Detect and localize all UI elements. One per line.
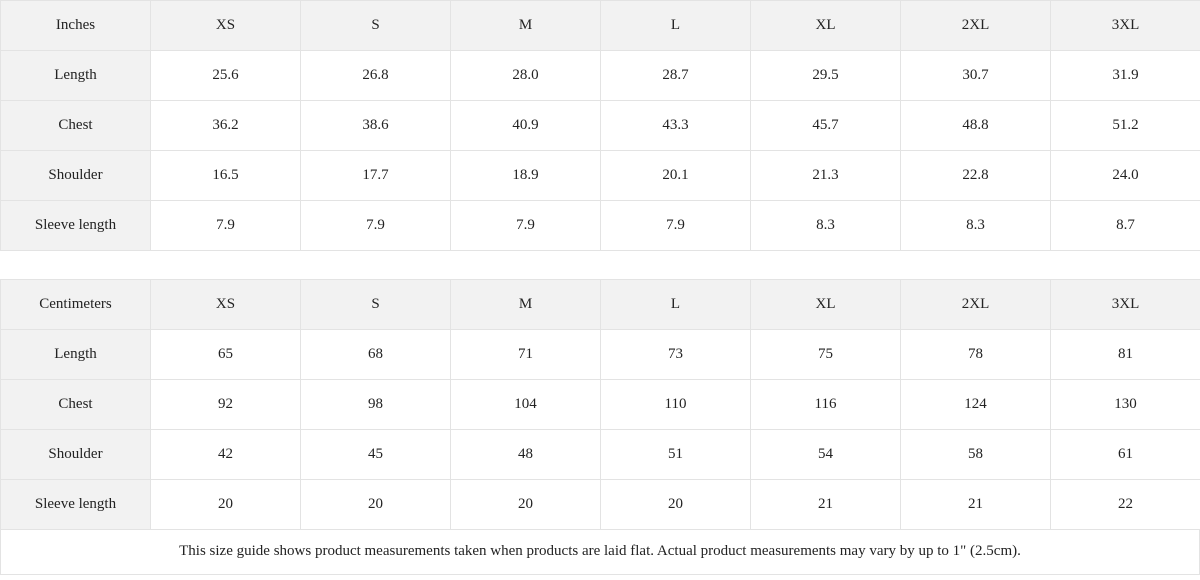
- size-header-xs: XS: [151, 1, 301, 51]
- row-label-chest: Chest: [1, 380, 151, 430]
- cell-value: 92: [151, 380, 301, 430]
- row-label-shoulder: Shoulder: [1, 151, 151, 201]
- cell-value: 124: [901, 380, 1051, 430]
- cell-value: 28.0: [451, 51, 601, 101]
- cell-value: 110: [601, 380, 751, 430]
- cell-value: 29.5: [751, 51, 901, 101]
- cell-value: 71: [451, 330, 601, 380]
- table-row: [1, 280, 1200, 330]
- cell-value: 21.3: [751, 151, 901, 201]
- cell-value: 45: [301, 430, 451, 480]
- table-row: [1, 101, 1200, 151]
- table-row: [1, 430, 1200, 480]
- cell-value: 20: [151, 480, 301, 530]
- size-header-m: M: [451, 1, 601, 51]
- row-label-sleeve-length: Sleeve length: [1, 480, 151, 530]
- table-header-centimeters: [1, 280, 1200, 330]
- table-spacer: [0, 251, 1200, 279]
- cell-value: 48: [451, 430, 601, 480]
- cell-value: 7.9: [451, 201, 601, 251]
- table-row: [1, 201, 1200, 251]
- cell-value: 81: [1051, 330, 1200, 380]
- cell-value: 48.8: [901, 101, 1051, 151]
- unit-label-inches: Inches: [1, 1, 151, 51]
- cell-value: 45.7: [751, 101, 901, 151]
- cell-value: 98: [301, 380, 451, 430]
- cell-value: 73: [601, 330, 751, 380]
- size-header-xl: XL: [751, 280, 901, 330]
- size-header-s: S: [301, 1, 451, 51]
- cell-value: 20.1: [601, 151, 751, 201]
- cell-value: 7.9: [301, 201, 451, 251]
- cell-value: 21: [901, 480, 1051, 530]
- cell-value: 28.7: [601, 51, 751, 101]
- cell-value: 17.7: [301, 151, 451, 201]
- cell-value: 75: [751, 330, 901, 380]
- row-label-shoulder: Shoulder: [1, 430, 151, 480]
- table-body-inches: [1, 51, 1200, 251]
- cell-value: 7.9: [601, 201, 751, 251]
- cell-value: 20: [301, 480, 451, 530]
- size-header-2xl: 2XL: [901, 280, 1051, 330]
- size-header-xs: XS: [151, 280, 301, 330]
- table-row: [1, 1, 1200, 51]
- cell-value: 78: [901, 330, 1051, 380]
- size-header-l: L: [601, 280, 751, 330]
- cell-value: 58: [901, 430, 1051, 480]
- size-header-s: S: [301, 280, 451, 330]
- table-body-centimeters: [1, 330, 1200, 530]
- cell-value: 54: [751, 430, 901, 480]
- size-table-centimeters: [0, 279, 1200, 530]
- cell-value: 61: [1051, 430, 1200, 480]
- cell-value: 22: [1051, 480, 1200, 530]
- cell-value: 31.9: [1051, 51, 1200, 101]
- table-row: [1, 530, 1200, 574]
- size-header-xl: XL: [751, 1, 901, 51]
- cell-value: 38.6: [301, 101, 451, 151]
- cell-value: 21: [751, 480, 901, 530]
- size-header-l: L: [601, 1, 751, 51]
- table-header-inches: [1, 1, 1200, 51]
- cell-value: 65: [151, 330, 301, 380]
- table-row: [1, 51, 1200, 101]
- size-header-m: M: [451, 280, 601, 330]
- cell-value: 8.7: [1051, 201, 1200, 251]
- cell-value: 68: [301, 330, 451, 380]
- row-label-length: Length: [1, 330, 151, 380]
- cell-value: 7.9: [151, 201, 301, 251]
- cell-value: 16.5: [151, 151, 301, 201]
- footnote-text: This size guide shows product measurements taken when products are laid flat. Actual product measurements may vary by up to 1" (2.5cm).: [1, 530, 1200, 574]
- table-row: [1, 480, 1200, 530]
- table-row: [1, 330, 1200, 380]
- cell-value: 51: [601, 430, 751, 480]
- size-header-3xl: 3XL: [1051, 1, 1200, 51]
- row-label-sleeve-length: Sleeve length: [1, 201, 151, 251]
- table-row: [1, 380, 1200, 430]
- size-table-inches: [0, 0, 1200, 251]
- cell-value: 36.2: [151, 101, 301, 151]
- cell-value: 51.2: [1051, 101, 1200, 151]
- footnote-table: [0, 530, 1200, 575]
- size-header-2xl: 2XL: [901, 1, 1051, 51]
- cell-value: 25.6: [151, 51, 301, 101]
- row-label-chest: Chest: [1, 101, 151, 151]
- cell-value: 20: [451, 480, 601, 530]
- cell-value: 43.3: [601, 101, 751, 151]
- cell-value: 26.8: [301, 51, 451, 101]
- size-header-3xl: 3XL: [1051, 280, 1200, 330]
- row-label-length: Length: [1, 51, 151, 101]
- cell-value: 8.3: [901, 201, 1051, 251]
- table-row: [1, 151, 1200, 201]
- cell-value: 30.7: [901, 51, 1051, 101]
- cell-value: 130: [1051, 380, 1200, 430]
- cell-value: 20: [601, 480, 751, 530]
- cell-value: 8.3: [751, 201, 901, 251]
- unit-label-centimeters: Centimeters: [1, 280, 151, 330]
- cell-value: 24.0: [1051, 151, 1200, 201]
- cell-value: 116: [751, 380, 901, 430]
- cell-value: 18.9: [451, 151, 601, 201]
- cell-value: 22.8: [901, 151, 1051, 201]
- cell-value: 104: [451, 380, 601, 430]
- cell-value: 42: [151, 430, 301, 480]
- cell-value: 40.9: [451, 101, 601, 151]
